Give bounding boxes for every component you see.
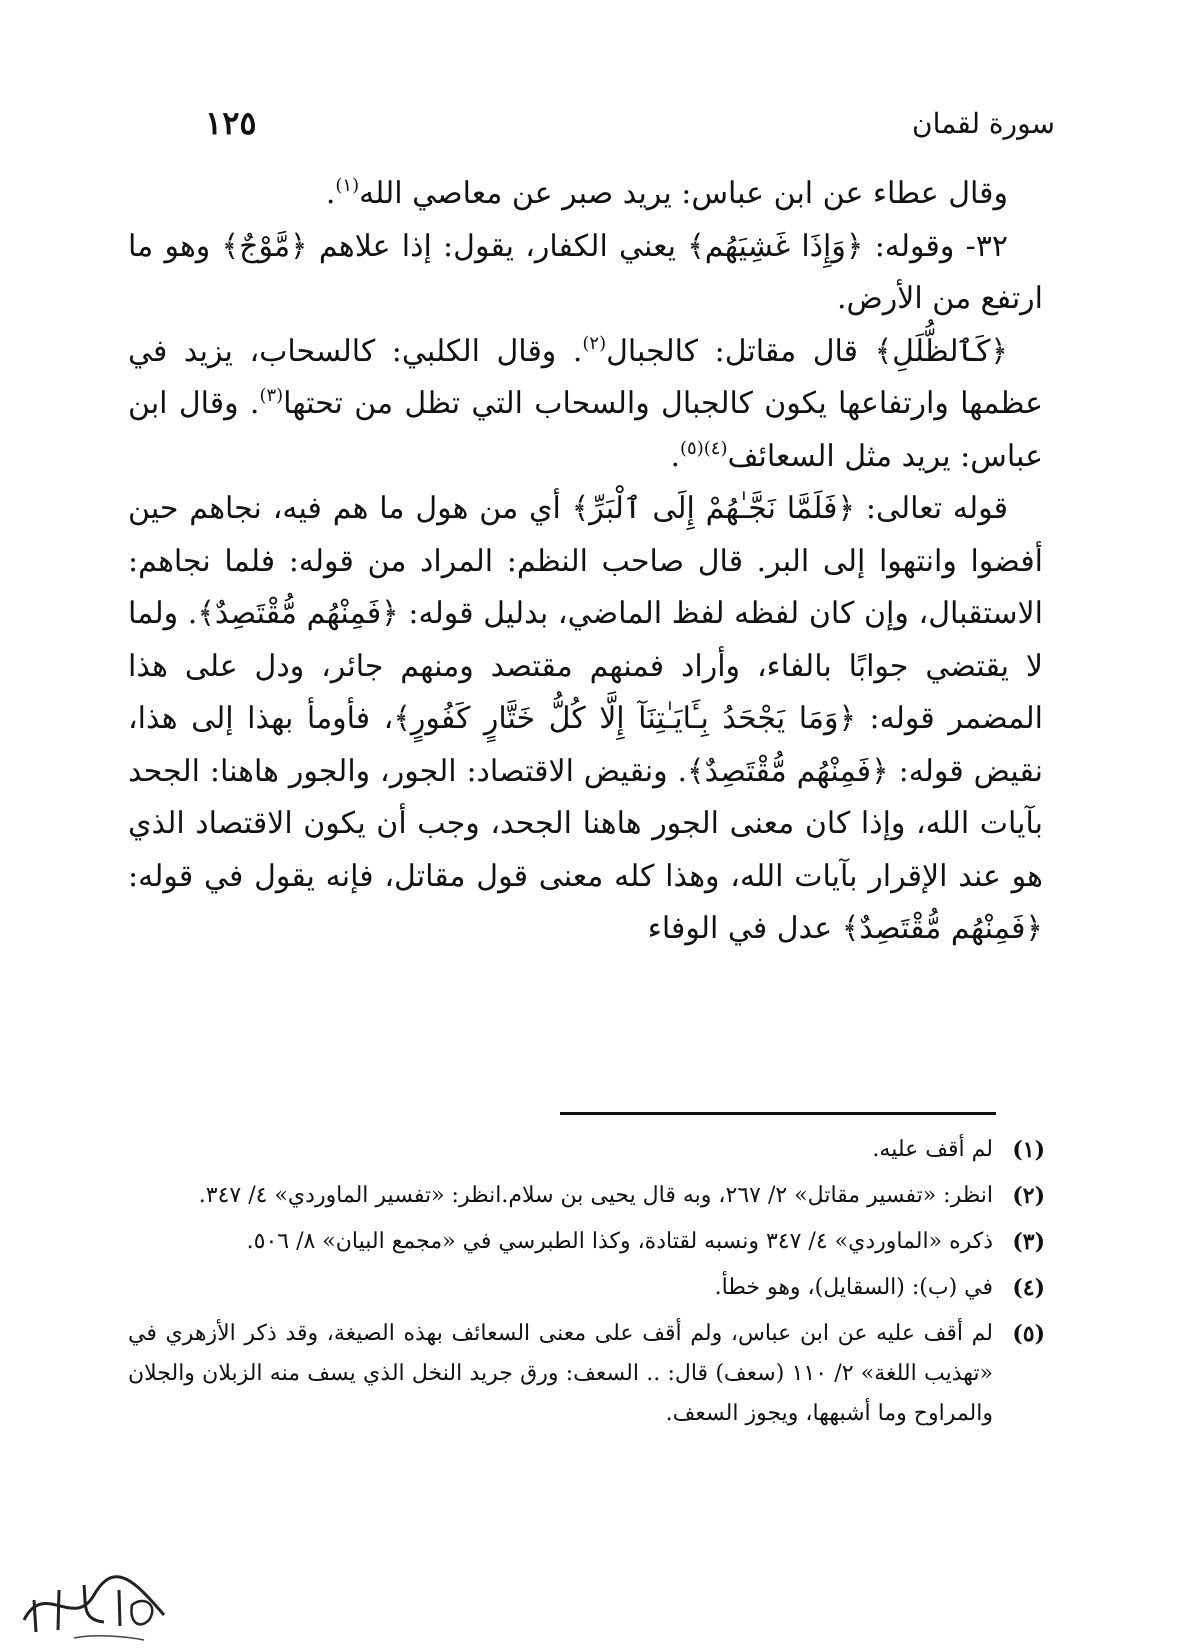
footnote-number: (٣) xyxy=(1012,1229,1045,1255)
main-text xyxy=(128,168,1043,956)
footnote-number: (١) xyxy=(1012,1137,1045,1163)
footnote-number: (٥) xyxy=(1012,1321,1045,1347)
footnote-text: ذكره «الماوردي» ٤/ ٣٤٧ ونسبه لقتادة، وكذا الطبرسي في «مجمع البيان» ٨/ ٥٠٦. xyxy=(246,1229,993,1254)
footnote-4 xyxy=(128,1268,1045,1308)
footnote-text: في (ب): (السقايل)، وهو خطأ. xyxy=(714,1275,993,1300)
footnote-ref: (٢) xyxy=(582,332,607,354)
footnote-text: لم أقف عليه. xyxy=(872,1137,993,1162)
paragraph-1: وقال عطاء عن ابن عباس: يريد صبر عن معاصي الله$^{(١)}$. xyxy=(325,175,1008,211)
footnote-ref: (١) xyxy=(335,175,360,196)
footnote-number: (٤) xyxy=(1012,1275,1045,1301)
footnote-number: (٢) xyxy=(1012,1183,1045,1209)
page-number: ١٢٥ xyxy=(205,104,257,142)
paragraph-4: قوله تعالى: ﴿فَلَمَّا نَجَّـٰهُمْ إِلَى ٱلْبَرِّ﴾ أي من هول ما هم فيه، نجاهم حين أفضوا وانتهوا إلى البر. قال صاحب النظم: المراد من قوله: فلما نجاهم: الاستقبال، وإن كان لفظه لفظ الماضي، بدليل قوله: ﴿فَمِنْهُم مُّقْتَصِدٌ﴾. ولما لا يقتضي جوابًا بالفاء، وأراد فمنهم مقتصد ومنهم جائر، ودل على هذا المضمر قوله: ﴿وَمَا يَجْحَدُ بِـَٔايَـٰتِنَآ إِلَّا كُلُّ خَتَّارٍ كَفُورٍ﴾، فأومأ بهذا إلى هذا، نقيض قوله: ﴿فَمِنْهُم مُّقْتَصِدٌ﴾. ونقيض الاقتصاد: الجور، والجور هاهنا: الجحد بآيات الله، وإذا كان معنى الجور هاهنا الجحد، وجب أن يكون الاقتصاد الذي هو عند الإقرار بآيات الله، وهذا كله معنى قول مقاتل، فإنه يقول في قوله: ﴿فَمِنْهُم مُّقْتَصِدٌ﴾ عدل في الوفاء xyxy=(128,491,1043,946)
footnote-5 xyxy=(128,1314,1045,1434)
footnote-1 xyxy=(128,1130,1045,1170)
paragraph-2: ٣٢- وقوله: ﴿وَإِذَا غَشِيَهُم﴾ يعني الكفار، يقول: إذا علاهم ﴿مَّوْجٌ﴾ وهو ما ارتفع من الأرض. xyxy=(128,228,1043,316)
running-head: سورة لقمان xyxy=(912,106,1055,140)
calligraphy-stamp-logo xyxy=(14,1560,174,1646)
footnote-ref: (٣) xyxy=(259,385,284,406)
paragraph-3: ﴿كَٱلظُّلَلِ﴾ قال مقاتل: كالجبال$^{(٢)}$. وقال الكلبي: كالسحاب، يزيد في عظمها وارتفاعها يكون كالجبال والسحاب التي تظل من تحتها$^{(٣)}$. وقال ابن عباس: يريد مثل السعائف$^{(٤)(٥)}$. xyxy=(128,332,1043,474)
page-header xyxy=(205,98,1055,148)
footnotes xyxy=(128,1130,1045,1440)
footnote-text: لم أقف عليه عن ابن عباس، ولم أقف على معنى السعائف بهذه الصيغة، وقد ذكر الأزهري في «تهذيب اللغة» ٢/ ١١٠ (سعف) قال: .. السعف: ورق جريد النخل الذي يسف منه الزبلان والجلان والمراوح وما أشبهها، ويجوز السعف. xyxy=(128,1321,993,1426)
footnote-2 xyxy=(128,1176,1045,1216)
footnote-divider xyxy=(560,1112,996,1115)
footnote-3 xyxy=(128,1222,1045,1262)
footnote-text: انظر: «تفسير مقاتل» ٢/ ٢٦٧، وبه قال يحيى بن سلام.انظر: «تفسير الماوردي» ٤/ ٣٤٧. xyxy=(198,1183,993,1208)
footnote-ref: (٤)(٥) xyxy=(680,437,728,459)
